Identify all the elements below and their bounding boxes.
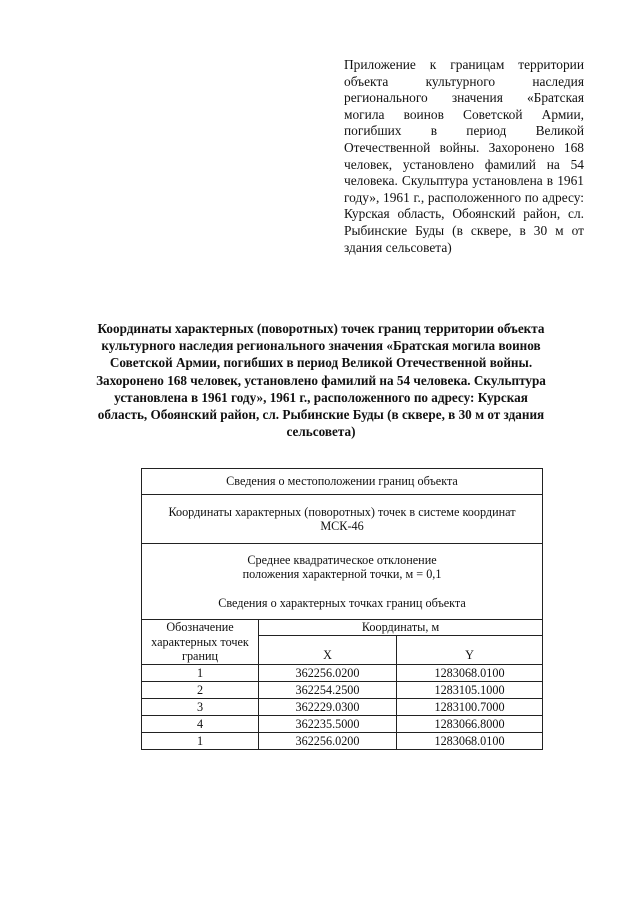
point-id: 3 bbox=[142, 699, 259, 716]
point-x: 362235.5000 bbox=[259, 716, 397, 733]
point-id: 1 bbox=[142, 733, 259, 750]
point-y: 1283066.8000 bbox=[397, 716, 543, 733]
point-x: 362256.0200 bbox=[259, 665, 397, 682]
point-id: 4 bbox=[142, 716, 259, 733]
table-title: Сведения о местоположении границ объекта bbox=[142, 469, 543, 495]
accuracy-line-1: Среднее квадратическое отклонение bbox=[247, 552, 437, 567]
point-x: 362229.0300 bbox=[259, 699, 397, 716]
point-x: 362254.2500 bbox=[259, 682, 397, 699]
accuracy-cell bbox=[142, 544, 543, 620]
column-header-point-label: Обозначение характерных точек границ bbox=[142, 620, 259, 665]
table-row bbox=[142, 665, 543, 682]
point-y: 1283100.7000 bbox=[397, 699, 543, 716]
column-header-x bbox=[259, 636, 397, 665]
column-header-y-label: Y bbox=[465, 647, 474, 662]
column-header-y bbox=[397, 636, 543, 665]
table-row bbox=[142, 699, 543, 716]
column-header-coordinates: Координаты, м bbox=[259, 620, 543, 636]
point-id: 2 bbox=[142, 682, 259, 699]
column-header-x-label: X bbox=[323, 647, 332, 662]
coordinate-system-cell: Координаты характерных (поворотных) точек в системе координат МСК-46 bbox=[142, 495, 543, 544]
point-y: 1283105.1000 bbox=[397, 682, 543, 699]
appendix-note: Приложение к границам территории объекта культурного наследия регионального значения «Братская могила воинов Советской Армии, погибших в период Великой Отечественной войны. Захоронено 168 человек, установлено фамилий на 54 человека. Скульптура установлена в 1961 году», 1961 г., расположенного по адресу: Курская область, Обоянский район, сл. Рыбинские Буды (в сквере, в 30 м от здания сельсовета) bbox=[344, 57, 584, 255]
points-section-title: Сведения о характерных точках границ объекта bbox=[218, 595, 466, 610]
accuracy-line-2: положения характерной точки, м = 0,1 bbox=[242, 567, 442, 582]
boundary-coordinates-table bbox=[141, 468, 543, 750]
point-y: 1283068.0100 bbox=[397, 733, 543, 750]
table-row bbox=[142, 682, 543, 699]
document-heading: Координаты характерных (поворотных) точек границ территории объекта культурного наследия регионального значения «Братская могила воинов Советской Армии, погибших в период Великой Отечественной войны. Захоронено 168 человек, установлено фамилий на 54 человека. Скульптура установлена в 1961 году», 1961 г., расположенного по адресу: Курская область, Обоянский район, сл. Рыбинские Буды (в сквере, в 30 м от здания сельсовета) bbox=[96, 321, 546, 440]
table-row bbox=[142, 716, 543, 733]
point-y: 1283068.0100 bbox=[397, 665, 543, 682]
table-row bbox=[142, 733, 543, 750]
point-id: 1 bbox=[142, 665, 259, 682]
point-x: 362256.0200 bbox=[259, 733, 397, 750]
